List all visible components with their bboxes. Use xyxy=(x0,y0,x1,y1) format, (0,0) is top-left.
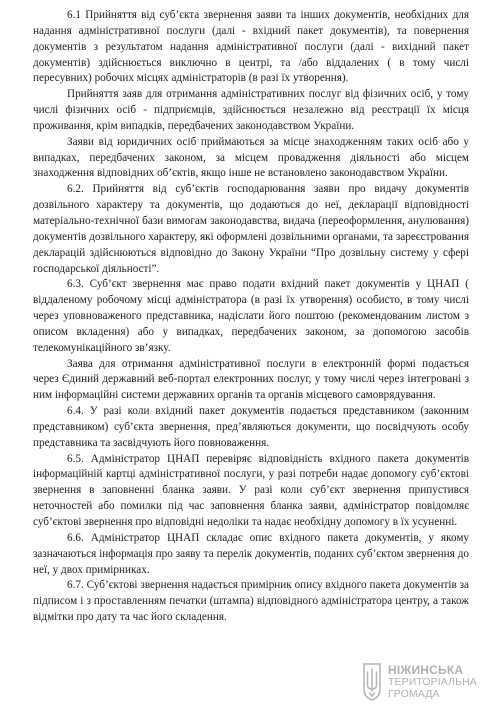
community-watermark xyxy=(362,657,500,707)
paragraph-legal-entities: Заяви від юридичних осіб приймаються за місце знаходженням таких осіб або у випадках, передбачених законом, за місцем провадження діяльності або місцем знаходження відповідних об’єктів, якщо інше не встановлено законодавством України. xyxy=(33,135,469,180)
paragraph-individuals: Прийняття заяв для отримання адміністративних послуг від фізичних осіб, у тому числі фізичних осіб - підприємців, здійснюється незалежно від реєстрації їх місця проживання, крім випадків, передбачених законодавством України. xyxy=(33,88,469,132)
document-page xyxy=(33,8,469,626)
paragraph-electronic-form: Заява для отримання адміністративної послуги в електронній формі подається через Єдиний державний веб-портал електронних послуг, у тому числі через інтегровані з ним інформаційні системи державних органів та органів місцевого самоврядування. xyxy=(33,357,469,402)
paragraph-6-5: 6.5. Адміністратор ЦНАП перевіряє відповідність вхідного пакета документів інформаційній картці адміністративної послуги, у разі потреби надає допомогу суб’єктові звернення в заповненні бланка заяви. У разі коли суб’єкт звернення припустився неточностей або помилки під час заповнення бланка заяви, адміністратор повідомляє суб’єктові звернення про відповідні недоліки та надає необхідну допомогу в їх усуненні. xyxy=(33,452,469,528)
paragraph-6-2: 6.2. Прийняття від суб’єктів господарювання заяви про видачу документів дозвільного характеру та документів, що додаються до неї, декларації відповідності матеріально-технічної бази вимогам законодавства, видача (переоформлення, анулювання) документів дозвільного характеру, які оформлені дозвільними органами, та зареєстрования декларацій здійснюються відповідно до Закону України “Про дозвільну систему у сфері господарської діяльності”. xyxy=(33,183,469,275)
watermark-line1: НІЖИНСЬКА xyxy=(388,663,464,677)
paragraph-6-4: 6.4. У разі коли вхідний пакет документів подається представником (законним представником) суб’єкта звернення, пред’являються документи, що посвідчують особу представника та засвідчують його повноваження. xyxy=(33,405,469,449)
paragraph-6-6: 6.6. Адміністратор ЦНАП складає опис вхідного пакета документів, у якому зазначаються інформація про заяву та перелік документів, поданих суб’єктом звернення до неї, у двох примірниках. xyxy=(33,531,469,576)
paragraph-6-7: 6.7. Суб’єктові звернення надається примірник опису вхідного пакета документів за підписом і з проставленням печатки (штампа) відповідного адміністратора центру, а також відмітки про дату та час його складення. xyxy=(33,579,469,624)
trident-emblem-icon xyxy=(362,663,382,701)
watermark-line3: ГРОМАДА xyxy=(388,688,440,700)
watermark-line2: ТЕРИТОРІАЛЬНА xyxy=(388,676,477,688)
paragraph-6-1: 6.1 Прийняття від суб’єкта звернення заяви та інших документів, необхідних для надання адміністративної послуги (далі - вхідний пакет документів), та повернення документів з результатом надання адміністративної послуги (далі - вихідний пакет документів) здійснюється виключно в центрі, та /або віддалених ( в тому числі пересувних) робочих місцях адміністраторів (в разі їх утворення). xyxy=(33,9,469,85)
paragraph-6-3: 6.3. Суб’єкт звернення має право подати вхідний пакет документів у ЦНАП ( віддаленому робочому місці адміністратора (в разі їх утворення) особисто, в тому числі через уповноваженого представника, надіслати його поштою (рекомендованим листом з описом вкладення) або у випадках, передбачених законом, за допомогою засобів телекомунікаційного зв’язку. xyxy=(33,278,469,354)
